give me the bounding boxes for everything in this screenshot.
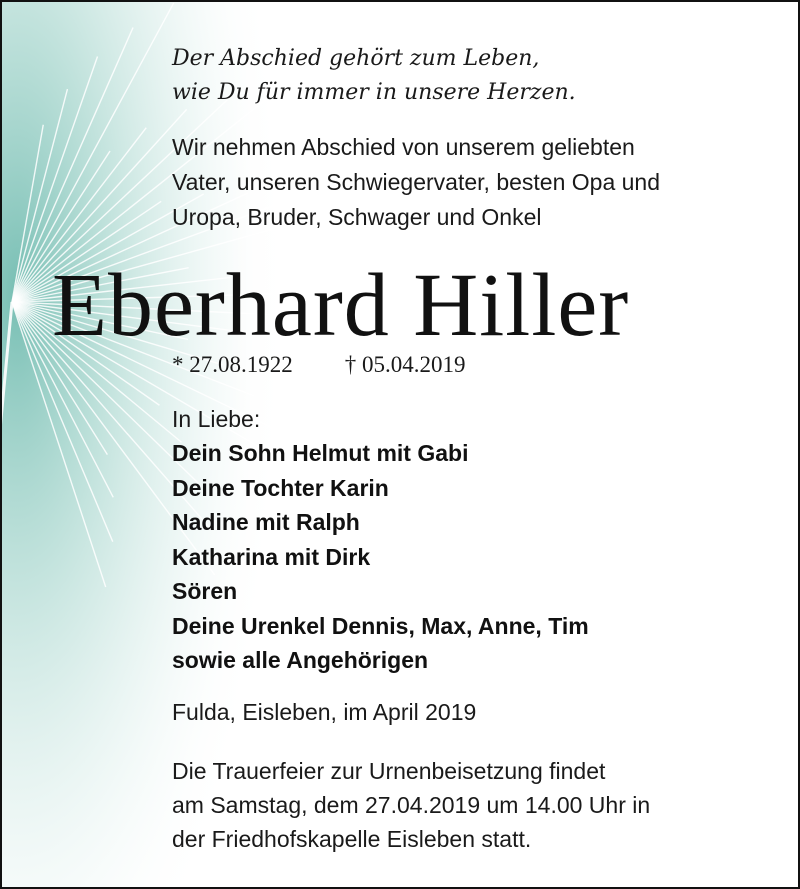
quote-line: Der Abschied gehört zum Leben, xyxy=(172,46,540,71)
death-date: † 05.04.2019 xyxy=(344,352,466,377)
ceremony-line: Die Trauerfeier zur Urnenbeisetzung findet xyxy=(172,758,606,784)
intro-line: Uropa, Bruder, Schwager und Onkel xyxy=(172,204,542,230)
ceremony-line: am Samstag, dem 27.04.2019 um 14.00 Uhr in xyxy=(172,792,651,818)
family-member: Deine Urenkel Dennis, Max, Anne, Tim xyxy=(172,612,589,639)
intro-text xyxy=(172,130,660,235)
deceased-name: Eberhard Hiller xyxy=(52,256,630,355)
place-date: Fulda, Eisleben, im April 2019 xyxy=(172,699,477,725)
family-member: Dein Sohn Helmut mit Gabi xyxy=(172,440,469,466)
love-lead: In Liebe: xyxy=(172,406,261,432)
family-member: Sören xyxy=(172,578,238,604)
farewell-quote xyxy=(172,42,576,110)
family-member: Katharina mit Dirk xyxy=(172,543,371,570)
family-member: Nadine mit Ralph xyxy=(172,509,360,535)
ceremony-line: der Friedhofskapelle Eisleben statt. xyxy=(172,826,532,852)
quote-line: wie Du für immer in unsere Herzen. xyxy=(172,80,576,105)
family-member: sowie alle Angehörigen xyxy=(172,647,429,673)
birth-date: * 27.08.1922 xyxy=(172,352,293,377)
intro-line: Wir nehmen Abschied von unserem geliebten xyxy=(172,134,635,160)
ceremony-info xyxy=(172,754,650,856)
life-dates xyxy=(172,352,466,378)
intro-line: Vater, unseren Schwiegervater, besten Opa und xyxy=(172,169,660,195)
family-list xyxy=(172,402,589,678)
family-member: Deine Tochter Karin xyxy=(172,474,389,501)
